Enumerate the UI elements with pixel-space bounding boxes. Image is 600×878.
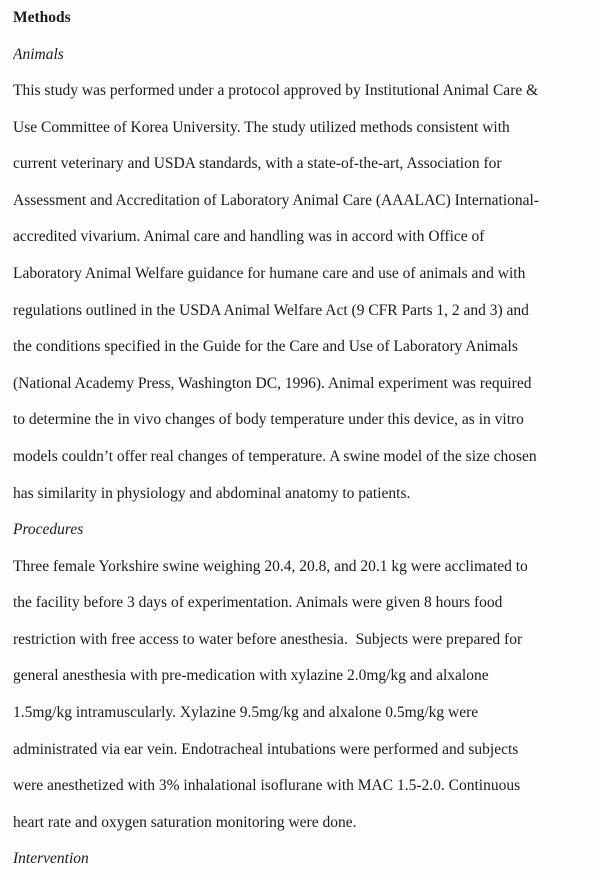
body-text-line: administrated via ear vein. Endotracheal intubations were performed and subjects	[13, 740, 519, 758]
body-text-line: current veterinary and USDA standards, with a state-of-the-art, Association for	[13, 155, 502, 173]
body-text-line: Assessment and Accreditation of Laboratory Animal Care (AAALAC) International-	[13, 191, 539, 209]
body-text-line: (National Academy Press, Washington DC, 1996). Animal experiment was required	[13, 374, 532, 392]
body-text-line: This study was performed under a protocol approved by Institutional Animal Care &	[13, 82, 539, 100]
body-text-line: restriction with free access to water before anesthesia. Subjects were prepared for	[13, 630, 523, 648]
text-block	[13, 0, 600, 878]
subsection-heading: Intervention	[13, 850, 89, 868]
body-text-line: were anesthetized with 3% inhalational isoflurane with MAC 1.5-2.0. Continuous	[13, 777, 521, 795]
body-text-line: has similarity in physiology and abdominal anatomy to patients.	[13, 484, 411, 502]
body-text-line: Three female Yorkshire swine weighing 20.4, 20.8, and 20.1 kg were acclimated to	[13, 557, 528, 575]
body-text-line: accredited vivarium. Animal care and handling was in accord with Office of	[13, 228, 485, 246]
body-text-line: the conditions specified in the Guide for the Care and Use of Laboratory Animals	[13, 338, 518, 356]
subsection-heading: Procedures	[13, 521, 84, 539]
body-text-line: Use Committee of Korea University. The study utilized methods consistent with	[13, 118, 510, 136]
body-text-line: general anesthesia with pre-medication with xylazine 2.0mg/kg and alxalone	[13, 667, 489, 685]
body-text-line: to determine the in vivo changes of body temperature under this device, as in vitro	[13, 411, 524, 429]
body-text-line: Laboratory Animal Welfare guidance for humane care and use of animals and with	[13, 265, 526, 283]
body-text-line: heart rate and oxygen saturation monitoring were done.	[13, 813, 357, 831]
body-text-line: models couldn’t offer real changes of temperature. A swine model of the size chosen	[13, 447, 537, 465]
body-text-line: 1.5mg/kg intramuscularly. Xylazine 9.5mg/kg and alxalone 0.5mg/kg were	[13, 703, 479, 721]
body-text-line: the facility before 3 days of experimentation. Animals were given 8 hours food	[13, 594, 503, 612]
subsection-heading: Animals	[13, 45, 64, 63]
body-text-line: regulations outlined in the USDA Animal Welfare Act (9 CFR Parts 1, 2 and 3) and	[13, 301, 529, 319]
section-heading: Methods	[13, 9, 71, 26]
